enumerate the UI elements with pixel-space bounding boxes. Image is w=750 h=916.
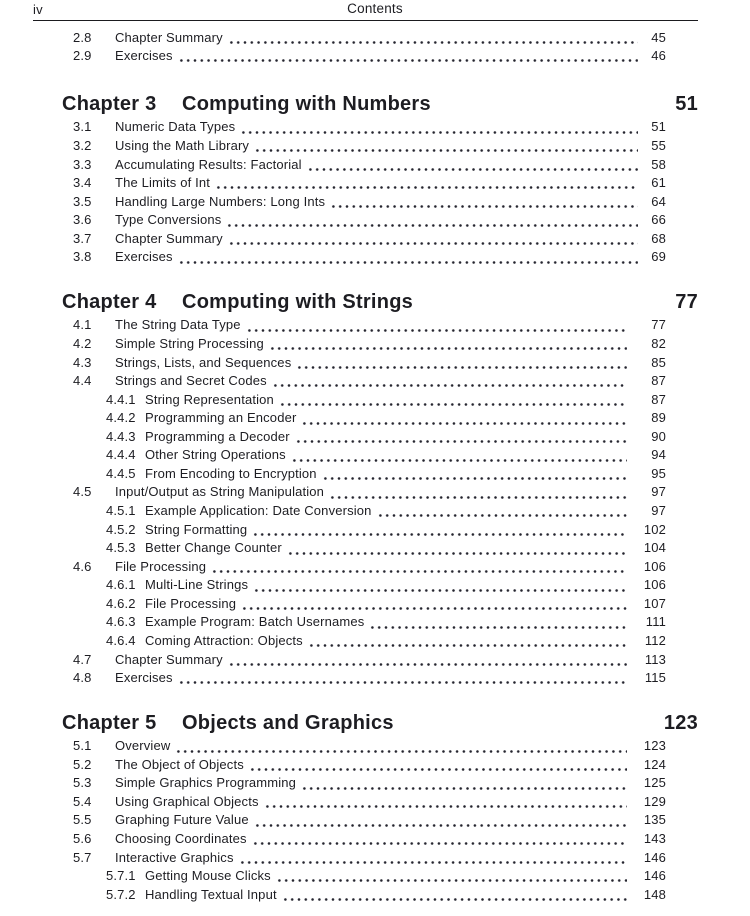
toc-leader-dots [228,242,638,245]
toc-leader-dots [228,663,627,666]
toc-entry-number: 5.7 [73,849,92,865]
toc-entry-number: 4.1 [73,317,92,333]
toc-entry [0,737,666,756]
toc-leader-dots [279,403,627,406]
toc-entry-title: Multi-Line Strings [145,577,249,593]
toc-leader-dots [369,626,627,629]
toc-entry [0,335,666,354]
page-folio: iv [33,2,43,17]
toc-entry-number: 5.1 [73,738,92,754]
toc-entry-number: 3.5 [73,193,92,209]
chapter-title: Computing with Numbers [182,92,431,115]
toc-entry [0,47,666,66]
toc-entry [0,811,666,830]
toc-entry-number: 4.4.5 [106,465,136,481]
toc-entry-number: 4.3 [73,354,92,370]
toc-entry [0,576,666,595]
toc-leader-dots [178,261,638,264]
toc-entry-page: 90 [651,428,666,444]
toc-entry-title: Chapter Summary [115,29,223,45]
toc-entry-number: 4.4.3 [106,428,136,444]
chapter-group [0,91,698,267]
toc-leader-dots [276,879,627,882]
toc-entry-number: 5.7.2 [106,886,136,902]
toc-entry-page: 95 [651,465,666,481]
toc-entry [0,409,666,428]
toc-entry-title: Simple Graphics Programming [115,775,297,791]
toc-entry [0,774,666,793]
toc-entry-page: 85 [651,354,666,370]
toc-entry-number: 4.5.1 [106,503,136,519]
toc-entry-number: 3.2 [73,137,92,153]
toc-leader-dots [322,477,627,480]
toc-entry [0,613,666,632]
toc-entry-title: Programming a Decoder [145,428,290,444]
toc-entry-number: 5.7.1 [106,868,136,884]
toc-entry-page: 124 [643,756,666,772]
toc-entry-title: Type Conversions [115,212,222,228]
toc-entry [0,502,666,521]
toc-entry-number: 5.6 [73,830,92,846]
toc-entry-title: Choosing Coordinates [115,830,247,846]
toc-entry-number: 4.5.2 [106,521,136,537]
chapter-heading [0,289,698,315]
toc-entry-page: 97 [651,484,666,500]
toc-entry [0,756,666,775]
chapter-label: Chapter 3 [62,92,157,115]
toc-entry-page: 107 [643,595,666,611]
toc-leader-dots [239,861,627,864]
toc-entry-title: Handling Textual Input [145,886,277,902]
toc-leader-dots [272,384,627,387]
toc-entry [0,446,666,465]
toc-entry [0,230,666,249]
toc-entry-page: 113 [644,651,666,667]
toc-entry-number: 4.4 [73,373,92,389]
toc-entry-number: 4.4.1 [106,391,136,407]
toc-entry-title: Example Program: Batch Usernames [145,614,365,630]
toc-entry [0,354,666,373]
toc-leader-dots [249,768,627,771]
toc-entry [0,137,666,156]
toc-entry [0,174,666,193]
chapter-heading [0,710,698,736]
toc-entry-number: 4.4.4 [106,447,136,463]
toc-entry [0,632,666,651]
toc-entry-page: 102 [643,521,666,537]
toc-entry-page: 61 [651,175,666,191]
toc-leader-dots [269,347,627,350]
toc-entry-number: 3.7 [73,230,92,246]
toc-entry [0,595,666,614]
chapter-page-number: 123 [663,711,698,734]
toc-entry-title: Graphing Future Value [115,812,249,828]
toc-entry-title: Accumulating Results: Factorial [115,156,302,172]
toc-entry [0,372,666,391]
toc-entry-page: 123 [643,738,666,754]
toc-entry-page: 112 [644,632,666,648]
toc-entry-number: 2.8 [73,29,92,45]
toc-entry [0,428,666,447]
toc-leader-dots [308,644,627,647]
chapter-heading [0,91,698,117]
chapter-page-number: 51 [675,92,698,115]
toc-entry-number: 3.4 [73,175,92,191]
toc-leader-dots [246,329,627,332]
toc-leader-dots [254,824,627,827]
toc-leader-dots [215,186,638,189]
running-head-title: Contents [347,1,403,16]
chapter-page-number: 77 [675,290,698,313]
toc-entry-page: 87 [651,391,666,407]
toc-entry-number: 2.9 [73,48,92,64]
toc-entry [0,521,666,540]
toc-entry-title: Numeric Data Types [115,119,236,135]
toc-leader-dots [226,224,638,227]
toc-entry-title: Exercises [115,48,173,64]
toc-entry [0,316,666,335]
toc-entry-number: 4.7 [73,651,92,667]
toc-leader-dots [295,440,627,443]
toc-entry-title: Interactive Graphics [115,849,234,865]
toc-entry-title: Exercises [115,249,173,265]
toc-entry-number: 3.6 [73,212,92,228]
toc-entry-number: 3.1 [73,119,92,135]
toc-leader-dots [254,149,638,152]
toc-entry-page: 125 [643,775,666,791]
toc-entry-number: 4.4.2 [106,410,136,426]
toc-entry-page: 106 [643,577,666,593]
toc-entry [0,118,666,137]
toc-entry-number: 5.2 [73,756,92,772]
toc-entry [0,558,666,577]
toc-entry-title: File Processing [145,595,237,611]
toc-entry [0,830,666,849]
toc-entry-title: The Limits of Int [115,175,211,191]
toc-entry-page: 64 [651,193,666,209]
toc-entry-title: Input/Output as String Manipulation [115,484,325,500]
chapter-group [0,710,698,905]
toc-entry-page: 45 [651,29,666,45]
toc-entry-title: Chapter Summary [115,651,223,667]
toc-leader-dots [252,533,627,536]
toc-entry [0,29,666,48]
toc-entry-title: Strings and Secret Codes [115,373,267,389]
toc-entry-page: 146 [643,868,666,884]
toc-entry-title: The String Data Type [115,317,241,333]
toc-entry-page: 77 [651,317,666,333]
toc-entry [0,793,666,812]
toc-leader-dots [252,842,627,845]
toc-entry [0,867,666,886]
toc-entry-page: 68 [651,230,666,246]
chapter-group-continued [0,29,698,66]
toc-entry-page: 148 [643,886,666,902]
toc-entry-number: 4.5.3 [106,540,136,556]
chapter-group [0,289,698,688]
toc-entry-number: 4.6.3 [106,614,136,630]
toc-entry-number: 5.3 [73,775,92,791]
toc-entry [0,465,666,484]
toc-entry-page: 111 [645,614,666,630]
toc-entry-page: 146 [643,849,666,865]
toc-entry-page: 129 [643,793,666,809]
toc-entry-number: 4.5 [73,484,92,500]
toc-entry-title: Using the Math Library [115,137,250,153]
toc-leader-dots [264,805,627,808]
toc-entry-title: Overview [115,738,171,754]
toc-entry-title: From Encoding to Encryption [145,465,317,481]
toc-leader-dots [377,514,627,517]
toc-entry-page: 89 [651,410,666,426]
toc-entry [0,849,666,868]
toc-entry-page: 46 [651,48,666,64]
toc-entry-page: 115 [644,670,666,686]
toc-leader-dots [282,898,627,901]
toc-entry-page: 51 [651,119,666,135]
toc-entry [0,391,666,410]
toc-entry-number: 4.2 [73,335,92,351]
toc-leader-dots [178,681,627,684]
toc-entry [0,248,666,267]
toc-leader-dots [301,422,627,425]
toc-entry [0,156,666,175]
toc-entry-page: 104 [643,540,666,556]
toc-entry-title: Simple String Processing [115,335,264,351]
toc-entry-title: The Object of Objects [115,756,244,772]
toc-entry [0,539,666,558]
toc-entry-number: 5.5 [73,812,92,828]
toc-entry-page: 97 [651,503,666,519]
toc-entry-title: Other String Operations [145,447,286,463]
toc-entry [0,211,666,230]
toc-entry [0,193,666,212]
toc-entry-number: 4.8 [73,670,92,686]
toc-entry-title: Coming Attraction: Objects [145,632,303,648]
toc-entry-title: Better Change Counter [145,540,282,556]
toc-entry [0,886,666,905]
toc-leader-dots [330,205,638,208]
toc-leader-dots [291,459,627,462]
toc-entry-page: 55 [651,137,666,153]
toc-leader-dots [301,787,627,790]
toc-entry-number: 5.4 [73,793,92,809]
toc-entry-number: 3.8 [73,249,92,265]
toc-entry-number: 4.6.1 [106,577,136,593]
toc-entry [0,669,666,688]
toc-leader-dots [228,41,638,44]
toc-leader-dots [240,131,638,134]
toc-entry-title: Getting Mouse Clicks [145,868,271,884]
chapter-title: Computing with Strings [182,290,414,313]
toc-entry-page: 58 [651,156,666,172]
toc-entry-title: Strings, Lists, and Sequences [115,354,292,370]
toc-leader-dots [287,552,627,555]
toc-leader-dots [175,750,627,753]
toc-entry-title: Chapter Summary [115,230,223,246]
toc-entry-number: 4.6.2 [106,595,136,611]
toc-entry-page: 135 [643,812,666,828]
toc-leader-dots [211,570,627,573]
toc-entry [0,651,666,670]
toc-entry [0,483,666,502]
toc-entry-title: String Representation [145,391,274,407]
toc-entry-title: File Processing [115,558,207,574]
toc-entry-page: 69 [651,249,666,265]
toc-entry-number: 4.6 [73,558,92,574]
toc-leader-dots [241,607,627,610]
toc-entry-title: Example Application: Date Conversion [145,503,372,519]
toc-leader-dots [178,59,638,62]
toc-leader-dots [307,168,638,171]
toc-entry-title: Using Graphical Objects [115,793,259,809]
toc-leader-dots [329,496,627,499]
toc-entry-number: 3.3 [73,156,92,172]
toc-entry-title: Exercises [115,670,173,686]
toc-entry-title: Handling Large Numbers: Long Ints [115,193,326,209]
toc-leader-dots [253,589,627,592]
toc-entry-title: String Formatting [145,521,248,537]
toc-entry-number: 4.6.4 [106,632,136,648]
toc-entry-page: 66 [651,212,666,228]
toc-entry-page: 106 [643,558,666,574]
toc-entry-page: 94 [651,447,666,463]
chapter-title: Objects and Graphics [182,711,394,734]
toc-leader-dots [296,366,627,369]
toc-entry-page: 82 [651,335,666,351]
chapter-label: Chapter 4 [62,290,157,313]
toc-entry-page: 143 [643,830,666,846]
chapter-label: Chapter 5 [62,711,157,734]
toc-entry-page: 87 [651,373,666,389]
toc-entry-title: Programming an Encoder [145,410,297,426]
